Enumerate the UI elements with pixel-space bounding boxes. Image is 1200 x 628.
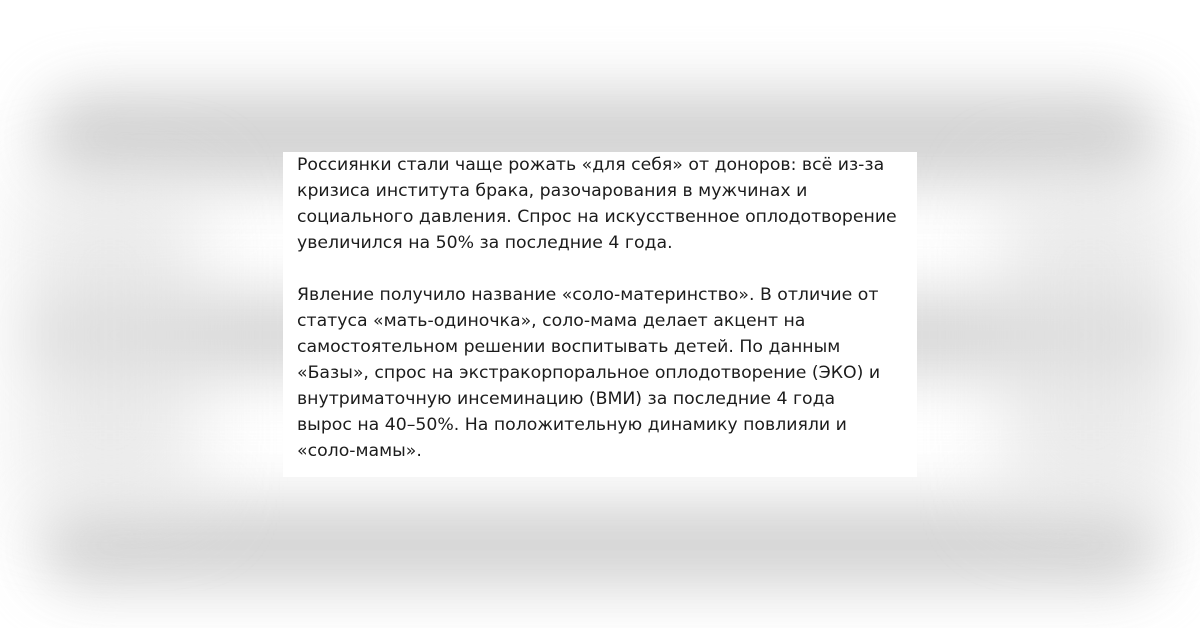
blurred-text-band — [40, 505, 1160, 585]
article-card — [283, 152, 917, 477]
blurred-side-right — [1000, 180, 1180, 510]
article-paragraph-2: Явление получило название «соло-материнство». В отличие от статуса «мать-одиночка», соло-мама делает акцент на самостоятельном решении воспитывать детей. По данным «Базы», спрос на экстракорпоральное оплодотворение (ЭКО) и внутриматочную инсеминацию (ВМИ) за последние 4 года вырос на 40–50%. На положительную динамику повлияли и «соло-мамы». — [297, 285, 881, 461]
article-paragraph-1: Россиянки стали чаще рожать «для себя» от доноров: всё из-за кризиса института брака, разочарования в мужчинах и социального давления. Спрос на искусственное оплодотворение увеличился на 50% за последние 4 года. — [297, 155, 897, 253]
blurred-side-left — [20, 180, 200, 510]
